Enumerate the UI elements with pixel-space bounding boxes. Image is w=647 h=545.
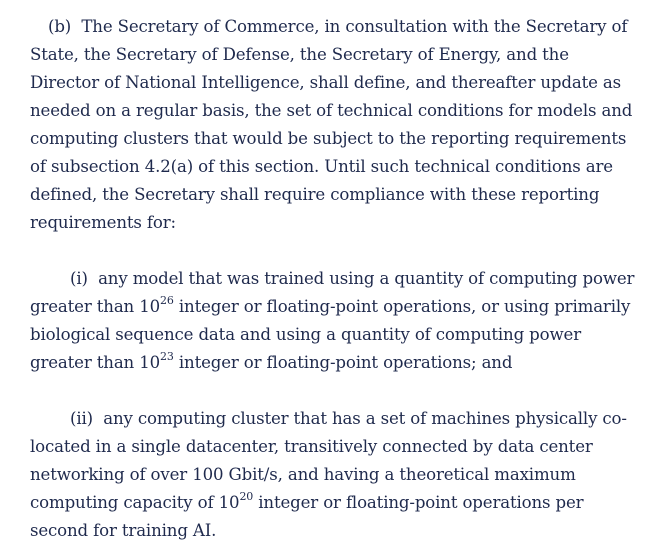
item-ii-text-1: any computing cluster that has a set of machines physically co-located in a single datacenter, transitively connected by data center networking of over 100 Gbit/s, and having a theoretical maximum computing capacity of 10 xyxy=(30,409,627,512)
item-i-label: (i) xyxy=(70,269,88,288)
item-i-text-3: integer or floating-point operations; and xyxy=(173,353,513,372)
item-ii xyxy=(30,405,640,545)
subsection-b-text: The Secretary of Commerce, in consultation with the Secretary of State, the Secretary of Defense, the Secretary of Energy, and the Director of National Intelligence, shall define, and thereafter update as needed on a regular basis, the set of technical conditions for models and computing clusters that would be subject to the reporting requirements of subsection 4.2(a) of this section. Until such technical conditions are defined, the Secretary shall require compliance with these reporting requirements for: xyxy=(30,17,633,232)
item-i-exponent-1: 26 xyxy=(160,294,174,308)
subsection-b-label: (b) xyxy=(48,17,72,36)
item-i xyxy=(30,265,640,377)
item-ii-label: (ii) xyxy=(70,409,93,428)
item-i-exponent-2: 23 xyxy=(160,350,174,364)
item-ii-text-2: integer or floating-point operations per second for training AI. xyxy=(30,493,584,540)
subsection-b xyxy=(30,13,640,237)
item-ii-exponent-1: 20 xyxy=(239,490,254,504)
document-body xyxy=(30,13,640,545)
item-i-text-2: integer or floating-point operations, or using primarily biological sequence data and using a quantity of computing power greater than 10 xyxy=(30,297,631,372)
item-i-text-1: any model that was trained using a quantity of computing power greater than 10 xyxy=(30,269,635,316)
